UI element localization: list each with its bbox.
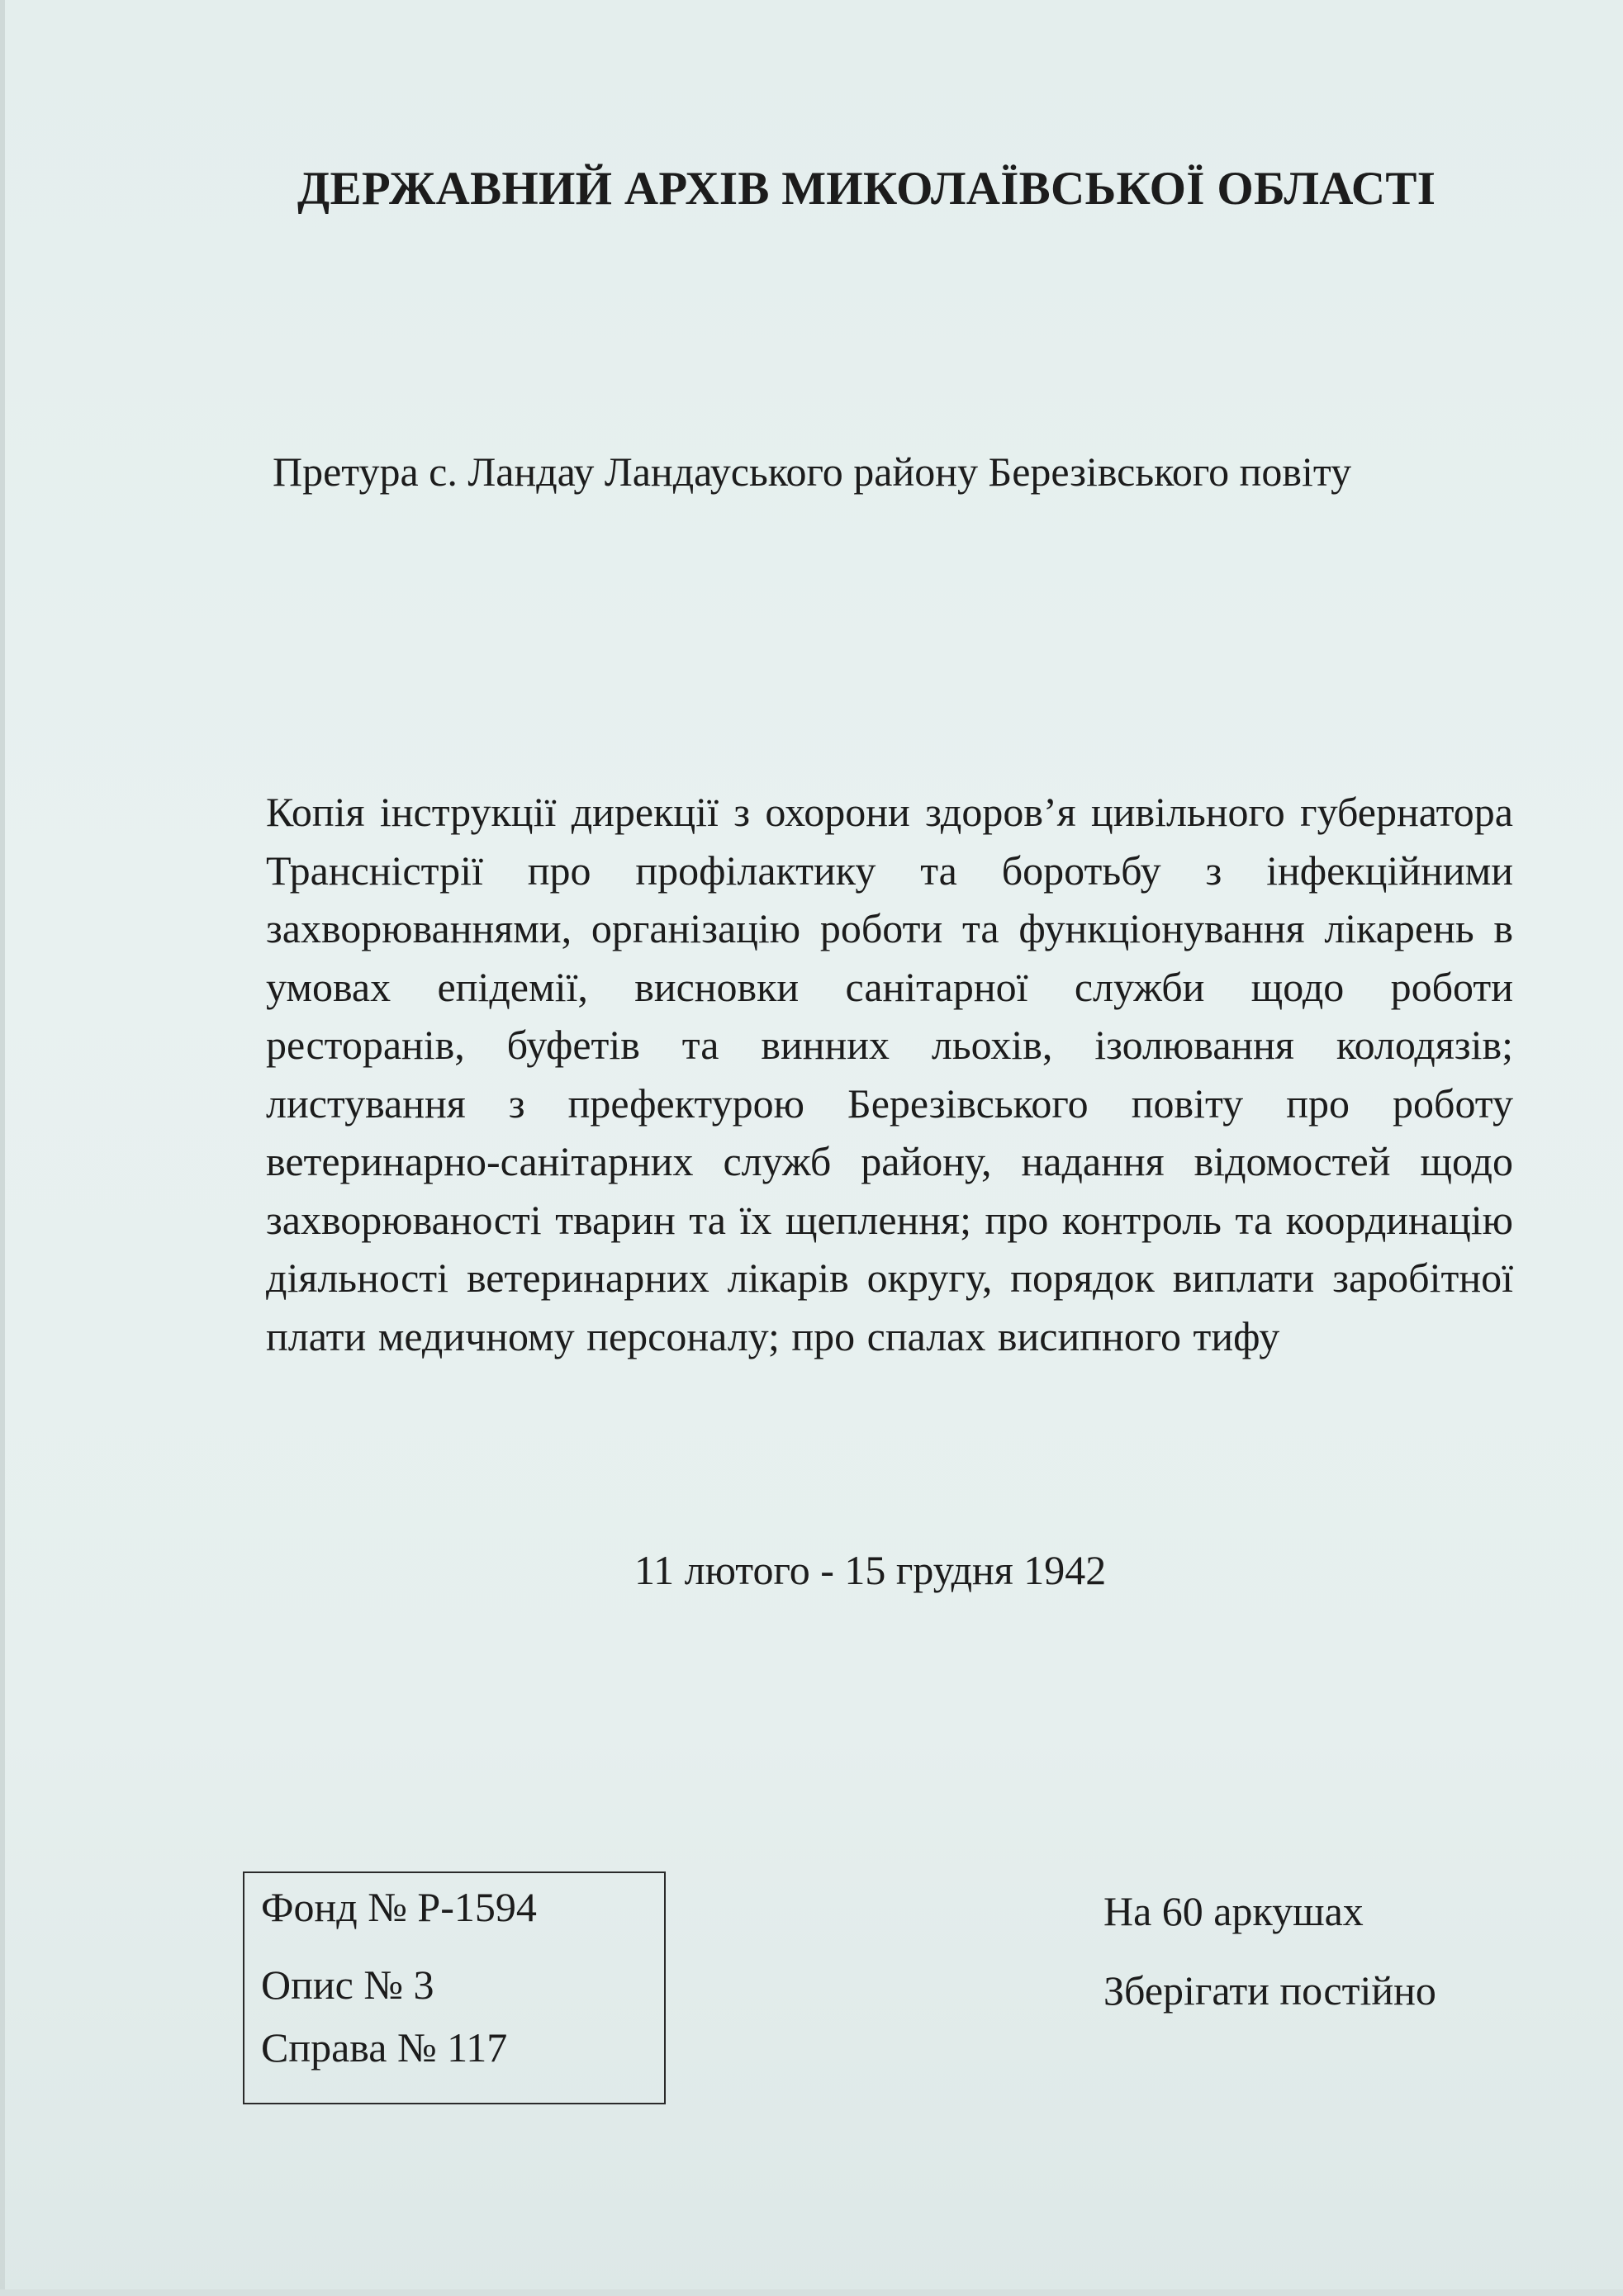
paper-edge-bottom — [0, 2289, 1623, 2296]
storage-term: Зберігати постійно — [1103, 1967, 1436, 2014]
date-range: 11 лютого - 15 грудня 1942 — [634, 1547, 1107, 1593]
fond-number: Фонд № Р-1594 — [261, 1884, 537, 1930]
institution-name: Претура с. Ландау Ландауського району Березівського повіту — [273, 448, 1352, 495]
sprava-number: Справа № 117 — [261, 2024, 508, 2071]
sheet-count: На 60 аркушах — [1103, 1888, 1364, 1934]
archive-title: ДЕРЖАВНИЙ АРХІВ МИКОЛАЇВСЬКОЇ ОБЛАСТІ — [297, 163, 1436, 215]
paper-edge-left — [0, 0, 5, 2296]
archive-reference-box — [243, 1871, 666, 2104]
file-description: Копія інструкції дирекції з охорони здоров’я цивільного губернатора Трансністрії про профілактику та боротьбу з інфекційними захворюваннями, організацію роботи та функціонування лікарень в умовах епідемії, висновки санітарної служби щодо роботи ресторанів, буфетів та винних льохів, ізолювання колодязів; листування з префектурою Березівського повіту про роботу ветеринарно-санітарних служб району, надання відомостей щодо захворюваності тварин та їх щеплення; про контроль та координацію діяльності ветеринарних лікарів округу, порядок виплати заробітної плати медичному персоналу; про спалах висипного тифу — [266, 789, 1513, 1359]
opys-number: Опис № 3 — [261, 1962, 434, 2008]
